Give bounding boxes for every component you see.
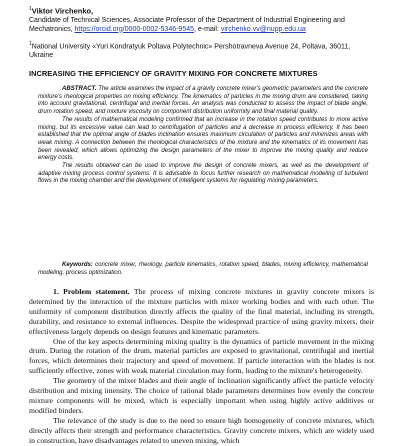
author-contacts — [29, 26, 379, 35]
body-paragraph-4: The relevance of the study is due to the need to ensure high homogeneity of concrete mixtures, which directly affects their strength and performance characteristics. Gravity concrete mixers, which are widely used in construction, have disadvantages related to uneven mixing, which — [29, 415, 374, 445]
article-title: INCREASING THE EFFICIENCY OF GRAVITY MIXING FOR CONCRETE MIXTURES — [29, 69, 318, 78]
abstract-text-1: The article examines the impact of a gravity concrete mixer's geometric parameters and the concrete mixture's rheological properties on mixing efficiency. The kinematics of particles in the mixing drum are considered, taking into account gravitational, centrifugal and inertial forces. An analysis was conducted to assess the impact of blade angle, drum rotation speed, and mixture viscosity on component distribution uniformity and final material quality. — [38, 86, 368, 116]
body-paragraph-3: The geometry of the mixer blades and their angle of inclination significantly affect the particle velocity distribution and mixing intensity. The choice of rational blade parameters determines how evenly the concrete mixture components will be mixed, which is especially important when using highly active additives or modified binders. — [29, 376, 374, 415]
author-name-line — [29, 5, 379, 17]
body-paragraph-1 — [29, 287, 374, 337]
author-name: Viktor Virchenko, — [31, 6, 94, 16]
section-heading: 1. Problem statement. — [53, 287, 130, 296]
orcid-link[interactable]: https://orcid.org/0000-0002-5346-9545 — [74, 25, 195, 33]
email-prefix: , e-mail: — [194, 25, 221, 33]
body-paragraph-2: One of the key aspects determining mixing quality is the dynamics of particle movement in the mixing drum. During the rotation of the drum, material particles are exposed to gravitational, centrifugal and inertial forces, which determines their trajectory and speed of movement. If particle interaction with the blades is not sufficiently effective, zones with weak material circulation may form, leading to the mixture's heterogeneity. — [29, 336, 374, 376]
article-body — [29, 287, 374, 446]
keywords — [38, 262, 368, 277]
abstract-paragraph-2: The results of mathematical modeling confirmed that an increase in the rotation speed contributes to more active mixing, but its excessive value can lead to centrifugation of particles and a decrease in process efficiency. It has been established that the optimal angle of blades inclination ensures maximum circulation of particles and minimizes areas with weak mixing. A connection between the rheological characteristics of the mixture and the kinematics of its movement has been revealed, which allows optimizing the design parameters of the mixer to improve the mixing quality and reduce energy costs. — [38, 116, 368, 162]
body-text-1: The process of mixing concrete mixtures in gravity concrete mixers is determined by the interaction of the mixture particles with mixer working bodies and with each other. The uniformity of component distribution directly affects the quality of the final material, including its strength, durability, and resistance to external influences. Despite the widespread practice of using gravity mixers, their effectiveness largely depends on design features and kinematic parameters. — [29, 287, 374, 336]
author-position: Candidate of Technical Sciences, Associate Professor of the Department of Industrial Engineering and — [29, 16, 345, 24]
affiliation — [29, 40, 374, 61]
author-dept-line: Mechatronics, — [29, 25, 75, 33]
keywords-lead: Keywords: — [62, 262, 93, 268]
affiliation-text: National University «Yuri Kondratyuk Poltava Polytechnic» Pershotravneva Avenue 24, Poltava, 36011, Ukraine — [29, 43, 351, 60]
abstract-paragraph-1 — [38, 86, 368, 117]
abstract-paragraph-3: The results obtained can be used to improve the design of concrete mixers, as well as the development of adaptive mixing process control systems. It is advisable to focus further research on mathematical modeling of turbulent flows in the mixing chamber and the development of intelligent systems for regulating mixing parameters. — [38, 163, 368, 185]
affiliation-superscript: 1 — [29, 41, 32, 48]
abstract — [38, 86, 368, 186]
email-link[interactable]: virchenko.vv@nupp.edu.ua — [220, 25, 306, 33]
author-block — [29, 5, 379, 61]
keywords-text: concrete mixer, rheology, particle kinematics, rotation speed, blades, mixing efficiency, mathematical modeling, process optimization. — [38, 262, 368, 276]
abstract-lead: ABSTRACT. — [62, 86, 97, 92]
author-superscript: 1 — [29, 6, 32, 12]
